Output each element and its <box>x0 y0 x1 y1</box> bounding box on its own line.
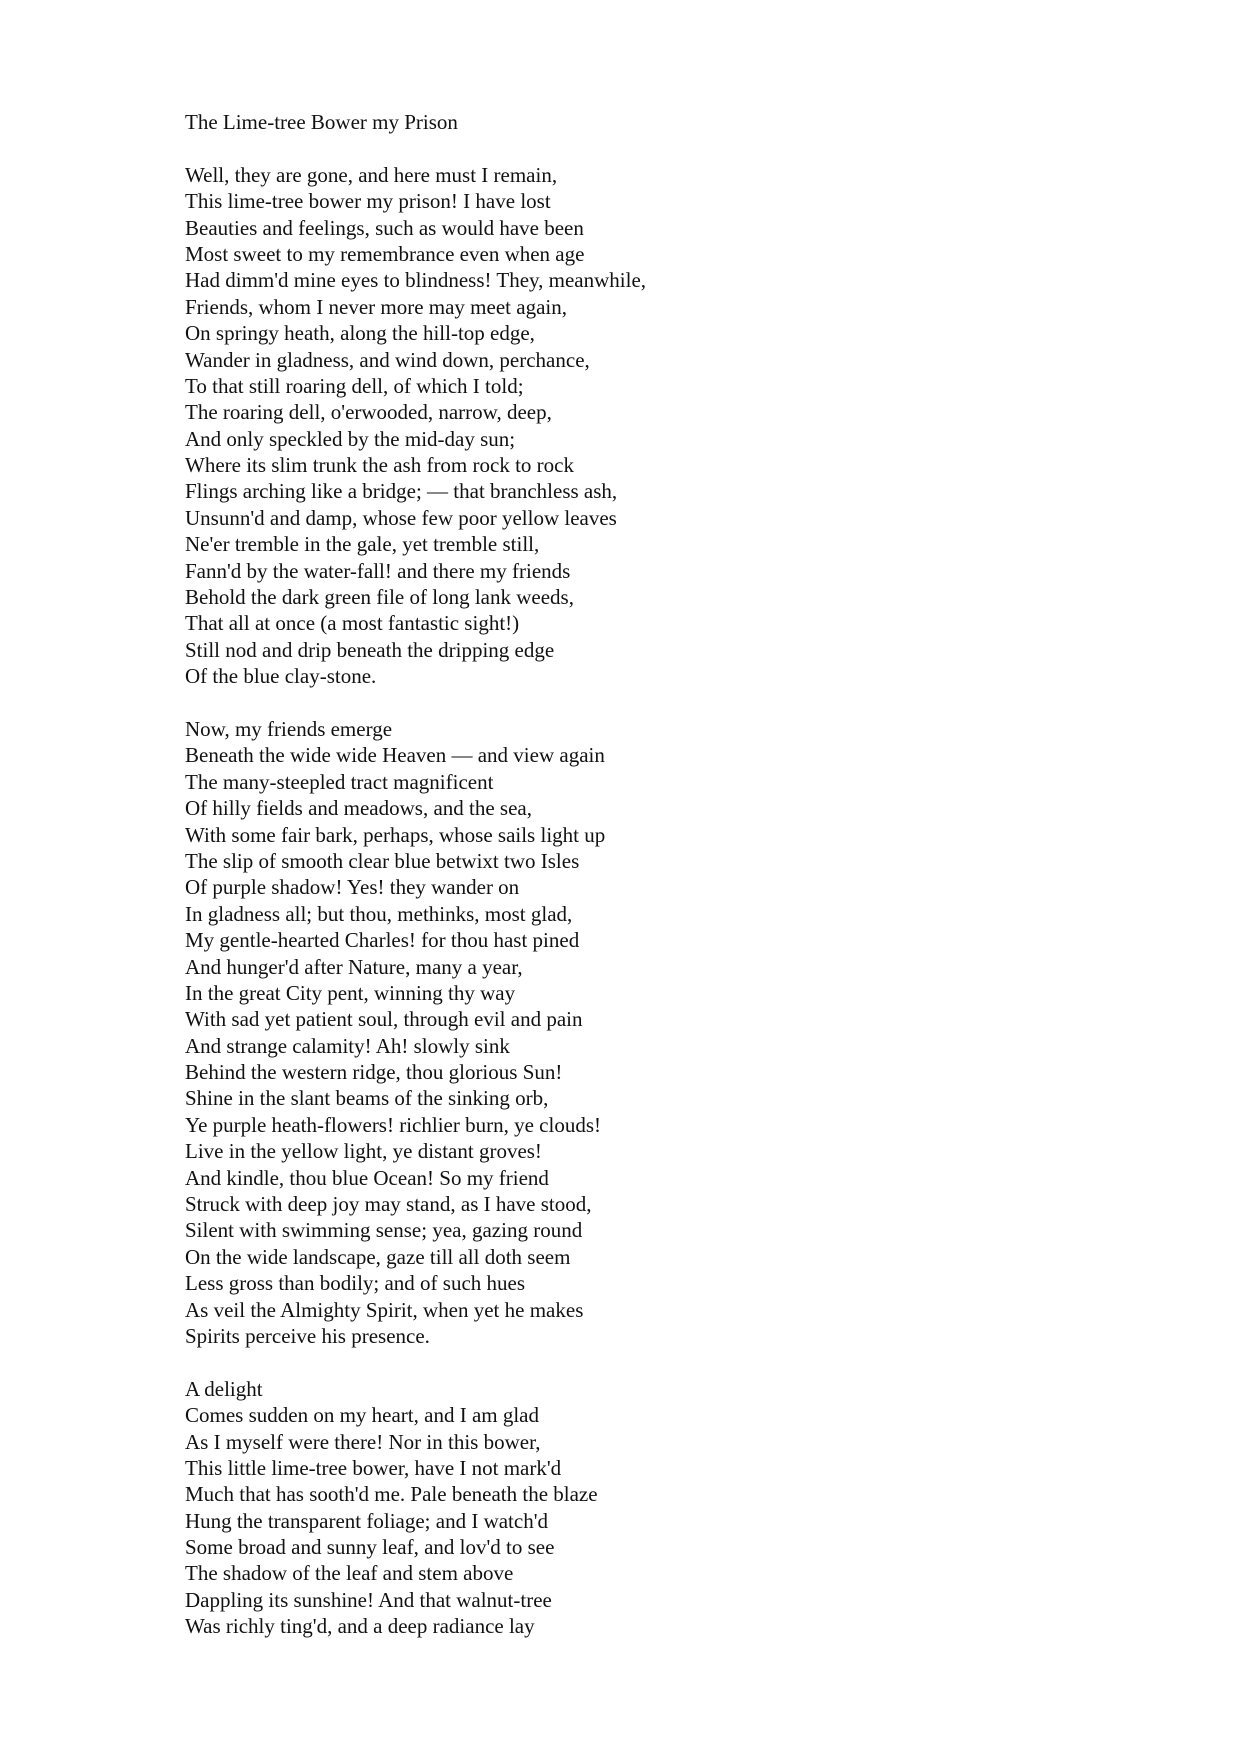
poem-line: Of the blue clay-stone. <box>185 664 377 689</box>
poem-line: Shine in the slant beams of the sinking orb, <box>185 1086 549 1111</box>
poem-line: With some fair bark, perhaps, whose sails light up <box>185 822 606 847</box>
poem-line: Unsunn'd and damp, whose few poor yellow leaves <box>185 505 617 530</box>
poem-line: Where its slim trunk the ash from rock to rock <box>185 453 574 478</box>
poem-line: Beneath the wide wide Heaven — and view again <box>185 743 605 768</box>
stanza <box>185 716 1085 1349</box>
poem-line: Some broad and sunny leaf, and lov'd to see <box>185 1535 555 1560</box>
poem-line: And only speckled by the mid-day sun; <box>185 426 516 451</box>
poem-line: In the great City pent, winning thy way <box>185 980 516 1005</box>
poem-line: Hung the transparent foliage; and I watch'd <box>185 1508 548 1533</box>
poem-line: To that still roaring dell, of which I told; <box>185 373 524 398</box>
poem-line: A delight <box>185 1376 263 1401</box>
poem-line: Comes sudden on my heart, and I am glad <box>185 1403 540 1428</box>
poem-stanzas <box>185 162 1085 1640</box>
poem-line: Ye purple heath-flowers! richlier burn, ye clouds! <box>185 1112 601 1137</box>
poem-line: Less gross than bodily; and of such hues <box>185 1271 526 1296</box>
poem-line: In gladness all; but thou, methinks, most glad, <box>185 901 573 926</box>
stanza <box>185 1376 1085 1640</box>
poem-title: The Lime-tree Bower my Prison <box>185 110 458 134</box>
poem-body <box>185 109 1085 1640</box>
poem-line: And strange calamity! Ah! slowly sink <box>185 1033 510 1058</box>
poem-line: Of hilly fields and meadows, and the sea, <box>185 796 532 821</box>
poem-line: Was richly ting'd, and a deep radiance lay <box>185 1614 535 1639</box>
poem-line: Live in the yellow light, ye distant groves! <box>185 1139 542 1164</box>
poem-line: My gentle-hearted Charles! for thou hast pined <box>185 928 580 953</box>
poem-line: Had dimm'd mine eyes to blindness! They, meanwhile, <box>185 268 647 293</box>
poem-line: With sad yet patient soul, through evil and pain <box>185 1007 583 1032</box>
poem-line: Of purple shadow! Yes! they wander on <box>185 875 520 900</box>
poem-line: And hunger'd after Nature, many a year, <box>185 954 523 979</box>
poem-line: On the wide landscape, gaze till all doth seem <box>185 1244 571 1269</box>
poem-line: Flings arching like a bridge; — that branchless ash, <box>185 479 618 504</box>
stanza-gap <box>185 690 1085 716</box>
poem-line: The slip of smooth clear blue betwixt two Isles <box>185 848 580 873</box>
poem-line: Friends, whom I never more may meet again, <box>185 294 567 319</box>
poem-line: Behold the dark green file of long lank weeds, <box>185 585 574 610</box>
poem-line: That all at once (a most fantastic sight!) <box>185 611 520 636</box>
poem-line: The many-steepled tract magnificent <box>185 769 494 794</box>
stanza <box>185 162 1085 690</box>
poem-line: This little lime-tree bower, have I not mark'd <box>185 1455 562 1480</box>
poem-line: Ne'er tremble in the gale, yet tremble still, <box>185 532 540 557</box>
poem-line: Beauties and feelings, such as would have been <box>185 215 584 240</box>
poem-line: Struck with deep joy may stand, as I have stood, <box>185 1192 592 1217</box>
poem-line: As veil the Almighty Spirit, when yet he makes <box>185 1297 584 1322</box>
poem-line: Wander in gladness, and wind down, perchance, <box>185 347 590 372</box>
poem-line: Behind the western ridge, thou glorious Sun! <box>185 1060 563 1085</box>
poem-line: Fann'd by the water-fall! and there my friends <box>185 558 571 583</box>
poem-line: Still nod and drip beneath the dripping edge <box>185 637 555 662</box>
poem-line: Most sweet to my remembrance even when age <box>185 241 585 266</box>
poem-line: On springy heath, along the hill-top edge, <box>185 321 535 346</box>
poem-line: Now, my friends emerge <box>185 716 393 741</box>
poem-line: Much that has sooth'd me. Pale beneath the blaze <box>185 1482 598 1507</box>
poem-line: Spirits perceive his presence. <box>185 1323 430 1348</box>
stanza-gap <box>185 135 1085 161</box>
poem-line: And kindle, thou blue Ocean! So my friend <box>185 1165 549 1190</box>
poem-line: Dappling its sunshine! And that walnut-tree <box>185 1587 552 1612</box>
poem-line: Well, they are gone, and here must I remain, <box>185 162 558 187</box>
poem-line: Silent with swimming sense; yea, gazing round <box>185 1218 583 1243</box>
poem-line: The shadow of the leaf and stem above <box>185 1561 514 1586</box>
poem-line: This lime-tree bower my prison! I have lost <box>185 189 551 214</box>
stanza-gap <box>185 1349 1085 1375</box>
poem-line: The roaring dell, o'erwooded, narrow, deep, <box>185 400 552 425</box>
poem-line: As I myself were there! Nor in this bower, <box>185 1429 541 1454</box>
